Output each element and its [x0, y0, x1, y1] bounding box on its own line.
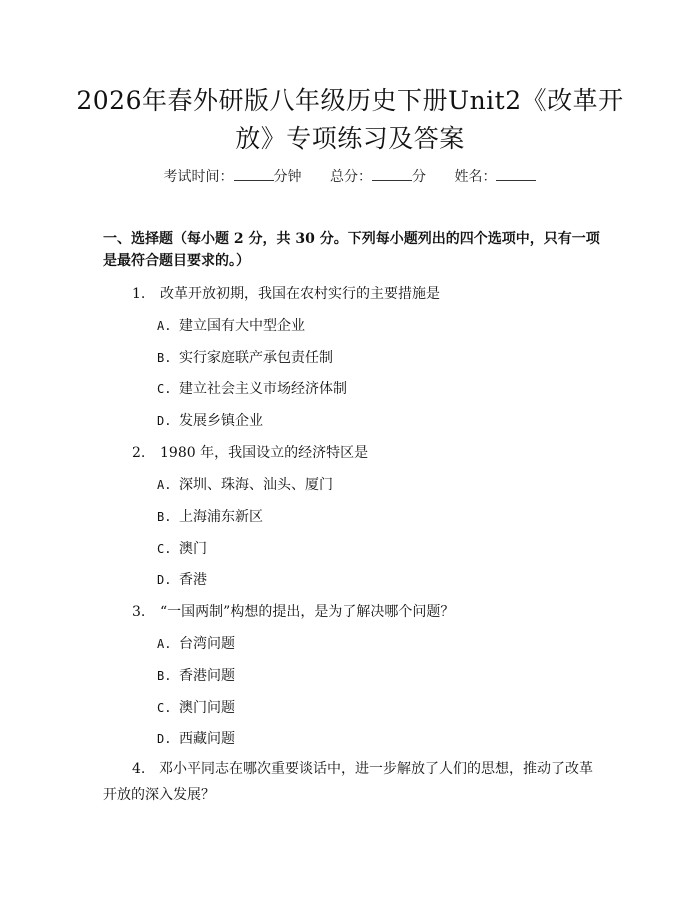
option-letter: C. [157, 701, 172, 715]
question-text: 1980 年，我国设立的经济特区是 [160, 445, 369, 461]
option-1d [157, 410, 263, 432]
question-number: 2. [132, 445, 146, 461]
name-blank [496, 168, 536, 181]
exam-score [330, 166, 426, 186]
question-text: 邓小平同志在哪次重要谈话中，进一步解放了人们的思想，推动了改革开放的深入发展？ [103, 761, 593, 803]
option-3d [157, 728, 235, 750]
option-2b [157, 506, 263, 528]
exam-name [454, 166, 536, 186]
time-blank [234, 168, 274, 181]
option-3a [157, 633, 235, 655]
option-letter: D. [157, 732, 172, 746]
option-letter: C. [157, 382, 172, 396]
question-4 [103, 756, 598, 808]
exam-time [164, 166, 302, 186]
score-blank [372, 168, 412, 181]
section-heading: 一、选择题（每小题 2 分，共 30 分。下列每小题列出的四个选项中，只有一项是最符合题目要求的。） [103, 231, 600, 269]
option-text: 建立社会主义市场经济体制 [179, 381, 347, 397]
option-text: 西藏问题 [179, 731, 235, 747]
option-letter: A. [157, 478, 172, 492]
option-text: 澳门问题 [179, 700, 235, 716]
option-letter: A. [157, 637, 172, 651]
option-1c [157, 378, 347, 400]
option-3c [157, 697, 235, 719]
option-text: 实行家庭联产承包责任制 [179, 350, 333, 366]
option-text: 发展乡镇企业 [179, 413, 263, 429]
score-unit: 分 [412, 169, 426, 185]
option-text: 澳门 [179, 541, 207, 557]
question-number: 4. [132, 761, 146, 777]
option-letter: C. [157, 542, 172, 556]
exam-meta [0, 166, 700, 186]
option-2d [157, 569, 207, 591]
question-2 [132, 442, 368, 464]
option-letter: B. [157, 510, 172, 524]
time-unit: 分钟 [273, 169, 302, 185]
option-1b [157, 347, 333, 369]
option-2c [157, 538, 207, 560]
document-title: 2026年春外研版八年级历史下册Unit2《改革开放》专项练习及答案 [76, 86, 624, 153]
option-letter: A. [157, 319, 172, 333]
question-text: “一国两制”构想的提出，是为了解决哪个问题？ [160, 604, 455, 620]
question-text: 改革开放初期，我国在农村实行的主要措施是 [160, 286, 440, 302]
option-letter: D. [157, 414, 172, 428]
option-letter: B. [157, 351, 172, 365]
question-number: 3. [132, 604, 146, 620]
time-label: 考试时间： [163, 169, 234, 185]
option-1a [157, 315, 305, 337]
option-text: 建立国有大中型企业 [179, 318, 305, 334]
option-letter: B. [157, 669, 172, 683]
option-text: 香港 [179, 572, 207, 588]
name-label: 姓名： [454, 169, 497, 185]
option-3b [157, 665, 235, 687]
option-text: 台湾问题 [179, 636, 235, 652]
score-label: 总分： [330, 169, 372, 185]
option-text: 上海浦东新区 [179, 509, 263, 525]
question-1 [132, 283, 440, 305]
option-text: 深圳、珠海、汕头、厦门 [179, 477, 333, 493]
option-text: 香港问题 [179, 668, 235, 684]
option-2a [157, 474, 333, 496]
option-letter: D. [157, 573, 172, 587]
question-number: 1. [132, 286, 146, 302]
question-3 [132, 601, 454, 623]
